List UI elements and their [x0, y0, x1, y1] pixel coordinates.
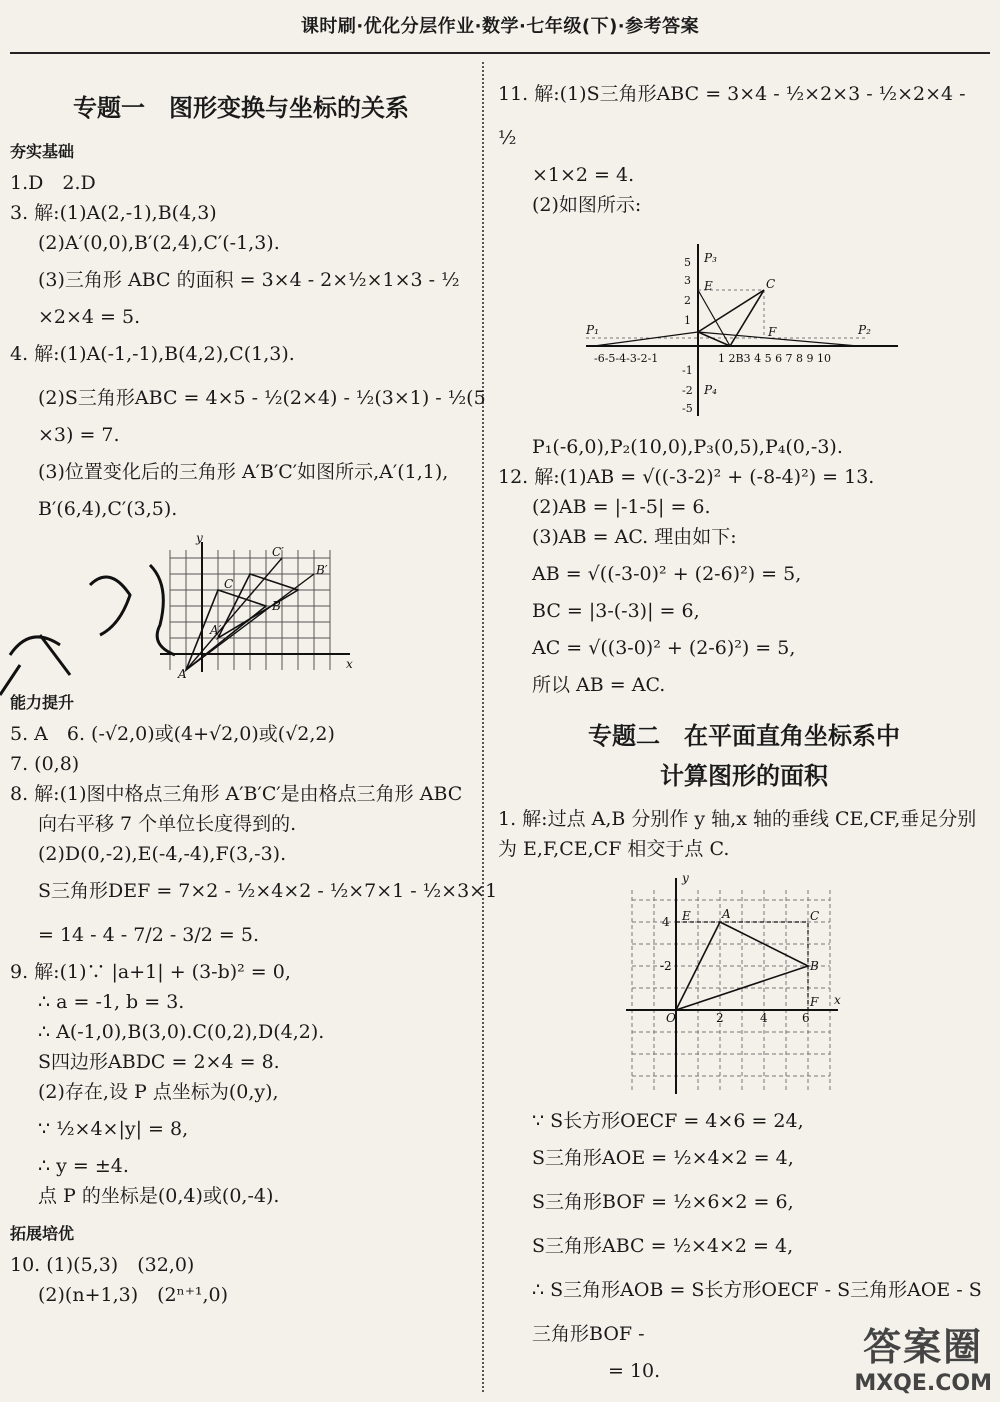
svg-text:C′: C′	[272, 545, 284, 559]
figure-q11-coordinates	[498, 226, 990, 426]
svg-text:B: B	[272, 599, 281, 613]
svg-text:B′: B′	[316, 563, 328, 577]
svg-text:O: O	[666, 1011, 676, 1025]
answer-line: S三角形ABC = ½×4×2 = 4,	[532, 1235, 794, 1257]
svg-text:P₃: P₃	[704, 251, 717, 265]
answer-line: ∴ y = ±4.	[38, 1155, 129, 1177]
answer-line: 8. 解:(1)图中格点三角形 A′B′C′是由格点三角形 ABC	[10, 783, 463, 805]
svg-text:x: x	[346, 657, 353, 671]
answer-line: 1.D 2.D	[10, 172, 96, 194]
svg-text:y: y	[682, 871, 689, 885]
svg-text:-2: -2	[682, 384, 693, 397]
watermark-site: MXQE.COM	[854, 1371, 992, 1396]
svg-text:6: 6	[802, 1011, 810, 1025]
answer-line: B′(6,4),C′(3,5).	[38, 498, 178, 520]
svg-text:-2: -2	[660, 959, 672, 973]
section-extend: 拓展培优	[10, 1224, 75, 1243]
right-column	[498, 60, 990, 1386]
svg-text:F: F	[768, 325, 777, 339]
answer-line: 12. 解:(1)AB = √((-3-2)² + (-8-4)²) = 13.	[498, 466, 875, 488]
answer-line: (3)三角形 ABC 的面积 = 3×4 - 2×½×1×3 - ½	[38, 269, 460, 291]
answer-line: ∴ a = -1, b = 3.	[38, 991, 185, 1013]
answer-line: (2)如图所示:	[532, 194, 642, 216]
answer-line: 9. 解:(1)∵ |a+1| + (3-b)² = 0,	[10, 961, 291, 983]
svg-text:P₂: P₂	[858, 323, 871, 337]
answer-line: 向右平移 7 个单位长度得到的.	[38, 813, 297, 835]
section-basic: 夯实基础	[10, 142, 75, 161]
svg-text:F: F	[810, 995, 819, 1009]
topic-one-title: 专题一 图形变换与坐标的关系	[73, 94, 409, 122]
answer-line: 11. 解:(1)S三角形ABC = 3×4 - ½×2×3 - ½×2×4 - ½	[498, 83, 966, 149]
topic-two-title: 专题二 在平面直角坐标系中 计算图形的面积	[588, 722, 900, 790]
answer-line: ∵ S长方形OECF = 4×6 = 24,	[532, 1110, 804, 1132]
svg-text:3: 3	[684, 274, 691, 287]
answer-line: S三角形AOE = ½×4×2 = 4,	[532, 1147, 794, 1169]
answer-line: 点 P 的坐标是(0,4)或(0,-4).	[38, 1185, 280, 1207]
svg-text:-1: -1	[682, 364, 693, 377]
svg-text:A: A	[178, 667, 187, 680]
answer-line: AB = √((-3-0)² + (2-6)²) = 5,	[532, 563, 802, 585]
svg-text:2: 2	[684, 294, 691, 307]
svg-text:P₁: P₁	[586, 323, 599, 337]
answer-line: BC = |3-(-3)| = 6,	[532, 600, 700, 622]
svg-text:E: E	[682, 909, 691, 923]
answer-line: 10. (1)(5,3) (32,0)	[10, 1254, 195, 1276]
page-header: 课时刷·优化分层作业·数学·七年级(下)·参考答案	[300, 16, 700, 37]
answer-line: 1. 解:过点 A,B 分别作 y 轴,x 轴的垂线 CE,CF,垂足分别为 E,F,CE,CF 相交于点 C.	[498, 808, 977, 860]
answer-line: ∴ S三角形AOB = S长方形OECF - S三角形AOE - S三角形BOF -	[532, 1279, 982, 1345]
svg-text:5: 5	[684, 256, 691, 269]
svg-text:x: x	[834, 993, 841, 1007]
answer-line: 7. (0,8)	[10, 753, 80, 775]
svg-text:C: C	[766, 277, 776, 291]
answer-line: (2)AB = |-1-5| = 6.	[532, 496, 711, 518]
watermark-logo	[854, 1316, 992, 1396]
answer-line: S三角形DEF = 7×2 - ½×4×2 - ½×7×1 - ½×3×1	[38, 880, 498, 902]
answer-line: (2)S三角形ABC = 4×5 - ½(2×4) - ½(3×1) - ½(5	[38, 387, 486, 409]
svg-text:E: E	[704, 279, 713, 293]
svg-text:-6-5-4-3-2-1: -6-5-4-3-2-1	[594, 352, 659, 365]
svg-text:1: 1	[684, 314, 691, 327]
svg-text:A: A	[722, 907, 731, 921]
answer-line: 4. 解:(1)A(-1,-1),B(4,2),C(1,3).	[10, 343, 295, 365]
answer-line: ×1×2 = 4.	[532, 164, 635, 186]
answer-line: = 10.	[608, 1360, 661, 1382]
watermark-text: 答案圈	[863, 1325, 984, 1369]
svg-text:A′: A′	[210, 623, 222, 637]
svg-text:B: B	[810, 959, 819, 973]
section-ability: 能力提升	[10, 693, 75, 712]
handwritten-scribble	[0, 545, 200, 705]
svg-text:2: 2	[716, 1011, 724, 1025]
answer-line: ×2×4 = 5.	[38, 306, 141, 328]
answer-line: ∵ ½×4×|y| = 8,	[38, 1118, 189, 1140]
answer-line: P₁(-6,0),P₂(10,0),P₃(0,5),P₄(0,-3).	[532, 436, 843, 458]
svg-text:P₄: P₄	[704, 383, 717, 397]
answer-line: (2)(n+1,3) (2ⁿ⁺¹,0)	[38, 1284, 229, 1306]
answer-line: ×3) = 7.	[38, 424, 120, 446]
svg-text:C: C	[224, 577, 234, 591]
answer-line: (2)存在,设 P 点坐标为(0,y),	[38, 1081, 279, 1103]
column-divider	[482, 62, 484, 1392]
answer-line: (3)位置变化后的三角形 A′B′C′如图所示,A′(1,1),	[38, 461, 449, 483]
svg-text:C: C	[810, 909, 820, 923]
figure-topic2-grid	[498, 870, 990, 1100]
answer-line: ∴ A(-1,0),B(3,0).C(0,2),D(4,2).	[38, 1021, 325, 1043]
answer-line: 5. A 6. (-√2,0)或(4+√2,0)或(√2,2)	[10, 723, 335, 745]
answer-line: (3)AB = AC. 理由如下:	[532, 526, 737, 548]
answer-line: (2)D(0,-2),E(-4,-4),F(3,-3).	[38, 843, 287, 865]
header-rule	[10, 52, 990, 54]
answer-line: 3. 解:(1)A(2,-1),B(4,3)	[10, 202, 217, 224]
answer-line: AC = √((3-0)² + (2-6)²) = 5,	[532, 637, 796, 659]
svg-text:4: 4	[662, 915, 670, 929]
answer-line: = 14 - 4 - 7/2 - 3/2 = 5.	[38, 924, 260, 946]
svg-text:1 2B3 4 5 6 7 8 9 10: 1 2B3 4 5 6 7 8 9 10	[718, 352, 832, 365]
svg-text:y: y	[196, 531, 203, 545]
svg-text:-5: -5	[682, 402, 693, 415]
answer-line: S三角形BOF = ½×6×2 = 6,	[532, 1191, 794, 1213]
answer-line: (2)A′(0,0),B′(2,4),C′(-1,3).	[38, 232, 280, 254]
svg-text:4: 4	[760, 1011, 768, 1025]
answer-line: 所以 AB = AC.	[532, 674, 666, 696]
answer-line: S四边形ABDC = 2×4 = 8.	[38, 1051, 280, 1073]
